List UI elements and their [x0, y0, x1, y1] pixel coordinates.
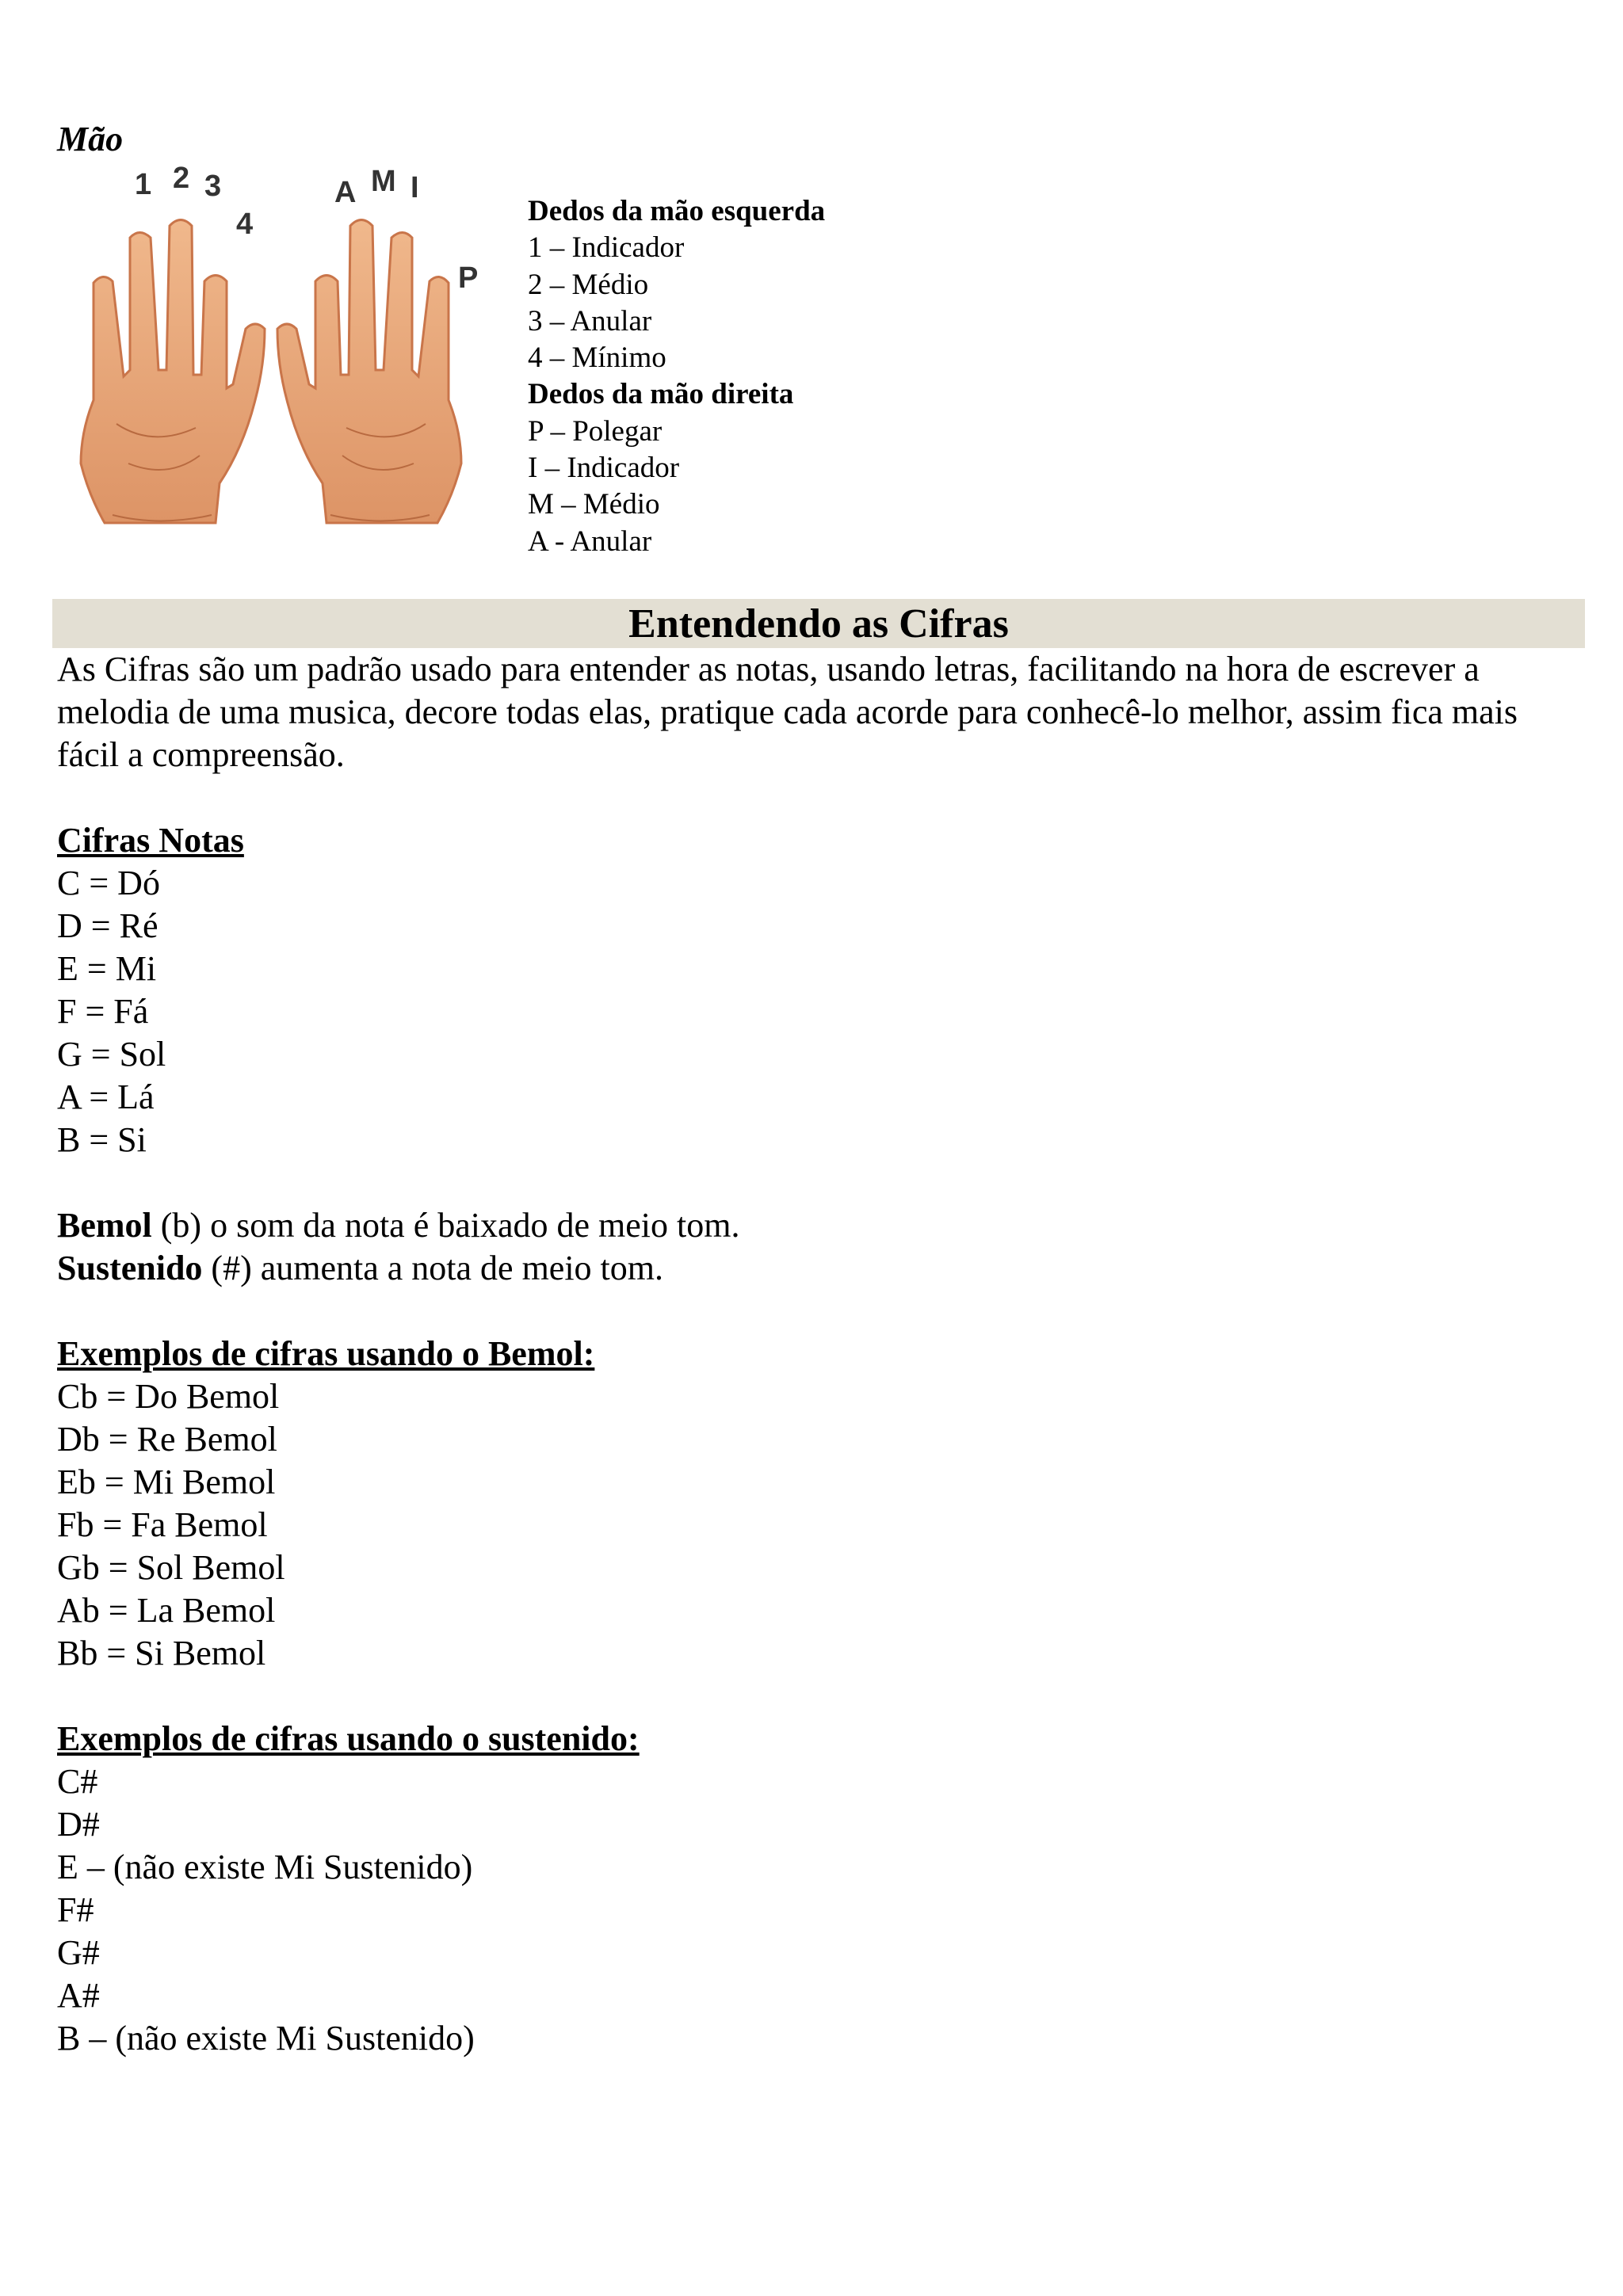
- left-finger-item: 1 – Indicador: [528, 231, 685, 265]
- note-item: F = Fá: [57, 992, 149, 1031]
- sustenido-example-item: G#: [57, 1933, 100, 1972]
- right-hand-heading: Dedos da mão direita: [528, 378, 794, 411]
- right-finger-item: I – Indicador: [528, 452, 680, 485]
- left-finger-item: 3 – Anular: [528, 304, 652, 338]
- note-item: C = Dó: [57, 864, 160, 902]
- finger-label-m: M: [371, 165, 396, 198]
- intro-paragraph: As Cifras são um padrão usado para entender as notas, usando letras, facilitando na hora de escrever a melodia de uma musica, decore todas elas, pratique cada acorde para conhecê-lo melhor, assim fica mais fácil a compreensão.: [57, 650, 1518, 774]
- note-item: G = Sol: [57, 1035, 166, 1074]
- finger-label-2: 2: [173, 162, 190, 195]
- finger-label-1: 1: [135, 168, 152, 201]
- bemol-term: Bemol: [57, 1206, 152, 1245]
- right-finger-item: P – Polegar: [528, 414, 663, 448]
- right-hand: [277, 220, 461, 524]
- sustenido-term: Sustenido: [57, 1249, 203, 1287]
- finger-label-a: A: [334, 176, 357, 209]
- right-finger-item: A - Anular: [528, 524, 652, 558]
- finger-label-p: P: [458, 261, 479, 295]
- note-item: B = Si: [57, 1120, 147, 1159]
- hands-finger-diagram: [57, 162, 485, 559]
- left-hand: [81, 220, 265, 524]
- sustenido-definition: [57, 1247, 1587, 1290]
- bemol-example-item: Gb = Sol Bemol: [57, 1548, 285, 1587]
- left-hand-heading: Dedos da mão esquerda: [528, 195, 826, 227]
- note-item: D = Ré: [57, 906, 158, 945]
- finger-legend: [528, 193, 825, 560]
- sustenido-example-item: E – (não existe Mi Sustenido): [57, 1848, 473, 1886]
- left-finger-item: 2 – Médio: [528, 268, 649, 301]
- sustenido-examples-heading: Exemplos de cifras usando o sustenido:: [57, 1719, 640, 1758]
- bemol-example-item: Bb = Si Bemol: [57, 1634, 266, 1672]
- bemol-example-item: Cb = Do Bemol: [57, 1377, 280, 1416]
- finger-label-i: I: [411, 171, 419, 204]
- note-item: E = Mi: [57, 949, 157, 988]
- bemol-text: (b) o som da nota é baixado de meio tom.: [151, 1206, 740, 1245]
- main-content: [57, 648, 1587, 2060]
- bemol-example-item: Db = Re Bemol: [57, 1420, 277, 1459]
- sustenido-example-item: A#: [57, 1976, 100, 2015]
- bemol-example-item: Fb = Fa Bemol: [57, 1505, 268, 1544]
- bemol-example-item: Ab = La Bemol: [57, 1591, 276, 1630]
- finger-label-3: 3: [204, 170, 222, 203]
- bemol-example-item: Eb = Mi Bemol: [57, 1463, 276, 1501]
- page-title: Mão: [57, 120, 124, 158]
- note-item: A = Lá: [57, 1077, 155, 1116]
- section-title: Entendendo as Cifras: [52, 599, 1585, 648]
- sustenido-text: (#) aumenta a nota de meio tom.: [202, 1249, 664, 1287]
- cifras-notas-heading: Cifras Notas: [57, 821, 244, 860]
- sustenido-example-item: F#: [57, 1890, 94, 1929]
- sustenido-example-item: D#: [57, 1805, 100, 1844]
- bemol-examples-heading: Exemplos de cifras usando o Bemol:: [57, 1334, 595, 1373]
- sustenido-example-item: B – (não existe Mi Sustenido): [57, 2019, 475, 2058]
- bemol-definition: [57, 1204, 1587, 1247]
- sustenido-example-item: C#: [57, 1762, 98, 1801]
- finger-label-4: 4: [236, 208, 254, 241]
- right-finger-item: M – Médio: [528, 488, 660, 521]
- left-finger-item: 4 – Mínimo: [528, 341, 666, 375]
